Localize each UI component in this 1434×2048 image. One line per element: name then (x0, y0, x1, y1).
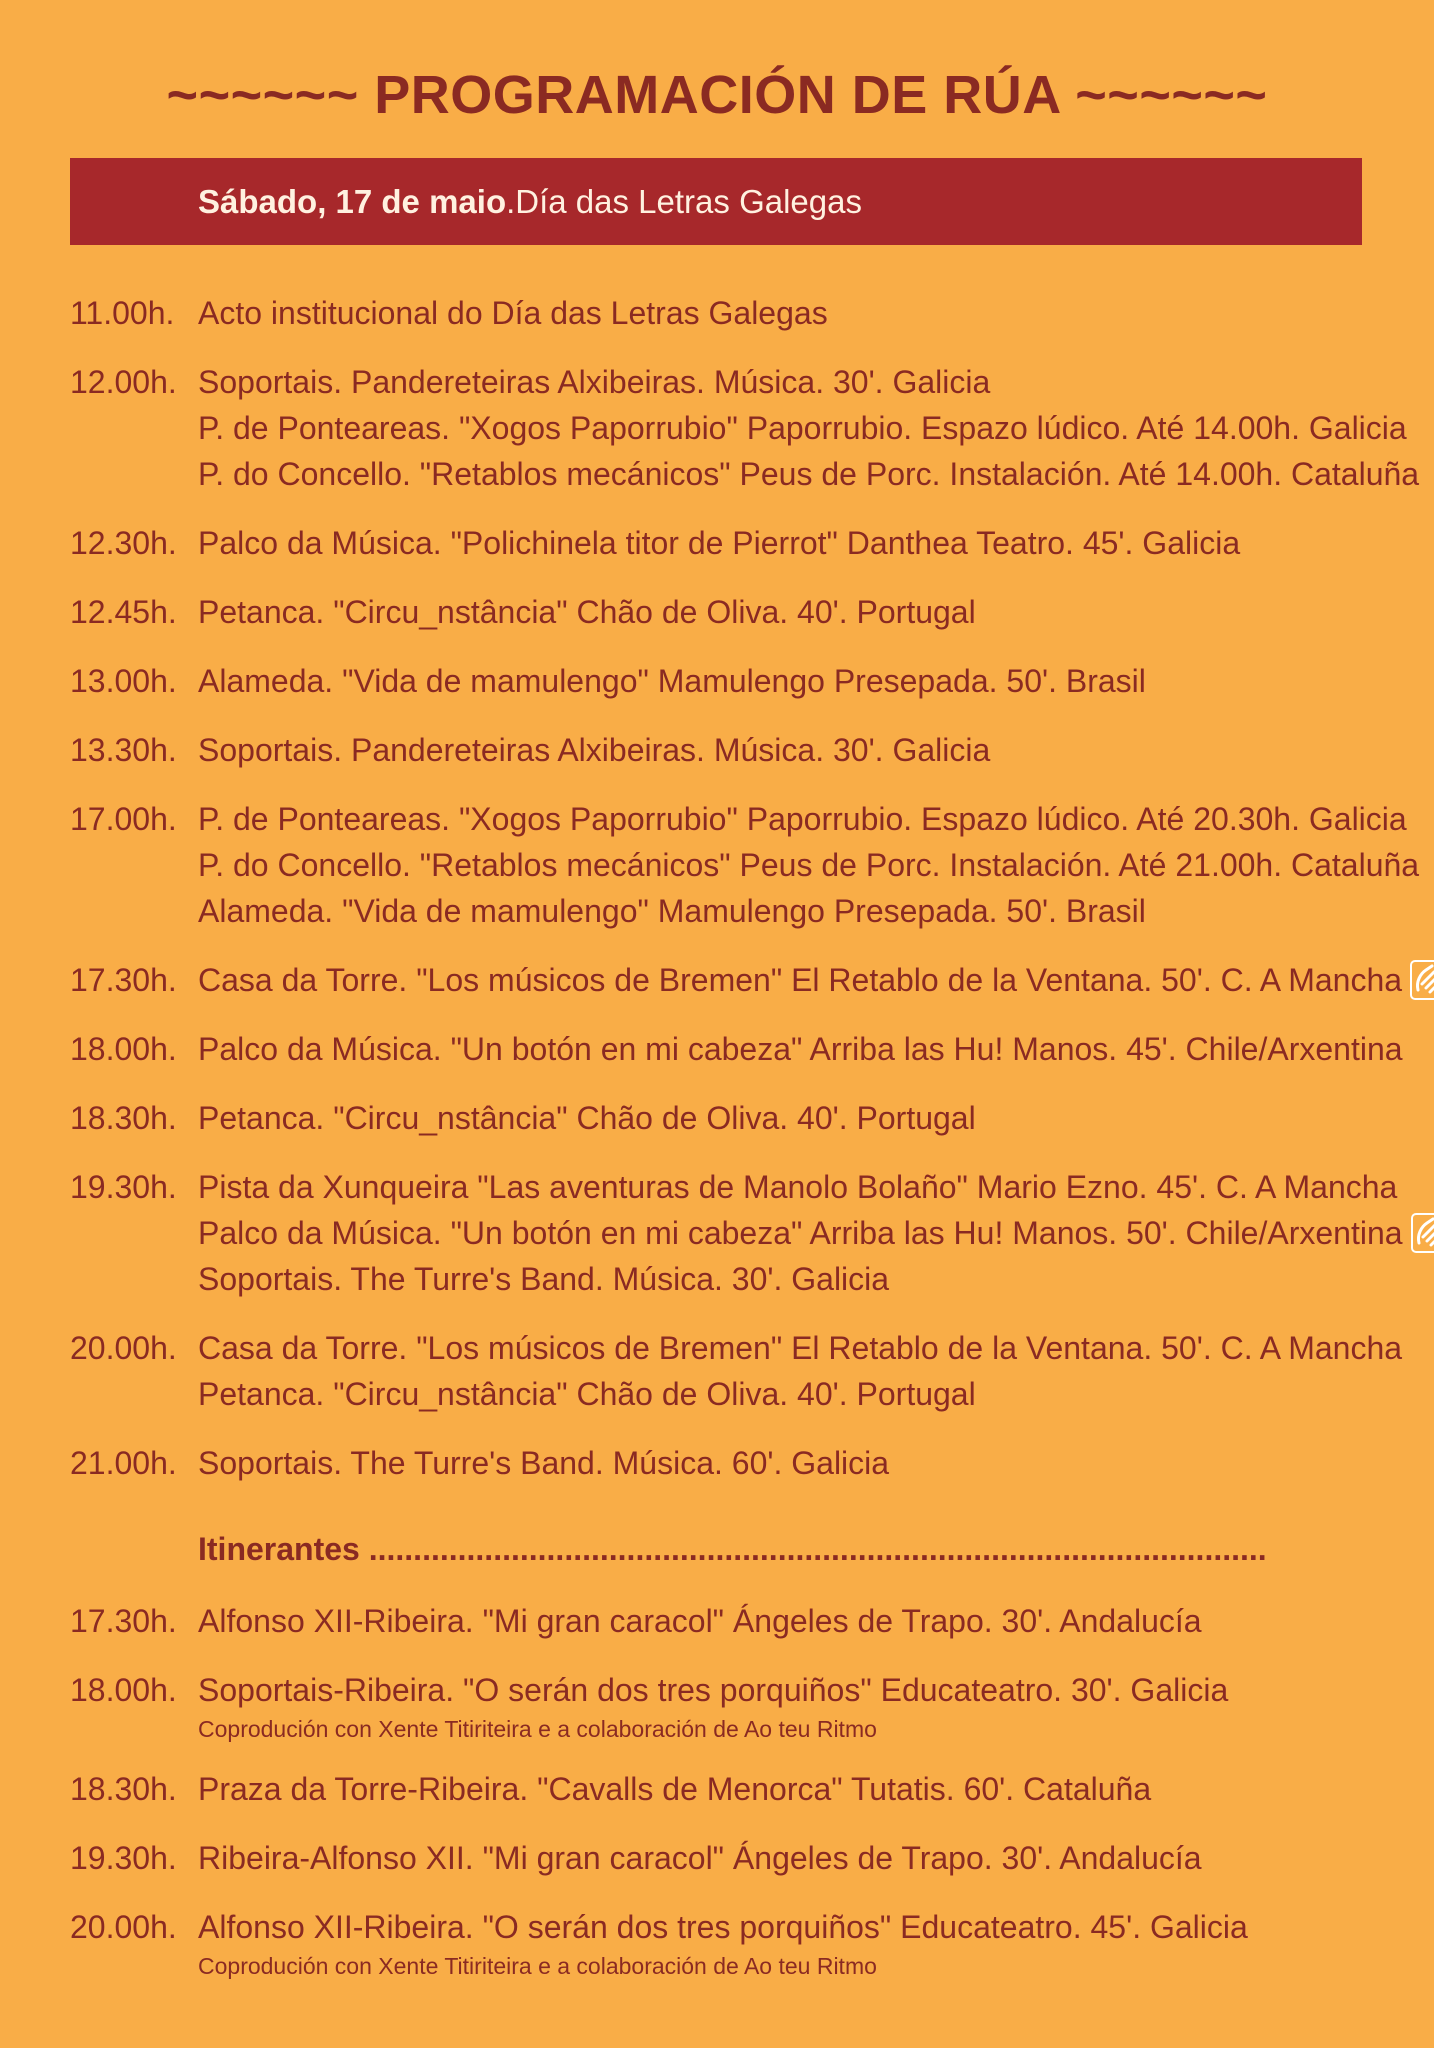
schedule-entry (70, 290, 1434, 336)
entry-time: 19.30h. (70, 1840, 177, 1876)
entry-time: 18.30h. (70, 1771, 177, 1807)
entry-lines (198, 796, 1434, 934)
entry-text: Palco da Música. "Un botón en mi cabeza" Arriba las Hu! Manos. 45'. Chile/Arxentina (198, 1031, 1403, 1067)
schedule-entry (70, 359, 1434, 497)
entry-line (198, 1371, 1434, 1417)
entry-text: Soportais-Ribeira. "O serán dos tres porquiños" Educateatro. 30'. Galicia (198, 1672, 1229, 1708)
entry-text: Alfonso XII-Ribeira. "Mi gran caracol" Ángeles de Trapo. 30'. Andalucía (198, 1603, 1202, 1639)
entry-line (198, 451, 1434, 497)
entry-lines (198, 1325, 1434, 1417)
schedule-entry (70, 957, 1434, 1003)
entry-time: 21.00h. (70, 1445, 177, 1481)
entry-note: Coprodución con Xente Titiriteira e a colaboración de Ao teu Ritmo (198, 1953, 877, 1979)
entry-lines (198, 1095, 1434, 1141)
entry-line (198, 1598, 1434, 1644)
entry-text: Alfonso XII-Ribeira. "O serán dos tres porquiños" Educateatro. 45'. Galicia (198, 1909, 1248, 1945)
schedule-entry (70, 796, 1434, 934)
entry-text: Soportais. Pandereteiras Alxibeiras. Música. 30'. Galicia (198, 364, 991, 400)
schedule-entry (70, 1095, 1434, 1141)
entry-text: Acto institucional do Día das Letras Galegas (198, 295, 828, 331)
entry-lines (198, 1766, 1434, 1812)
day-date: Sábado, 17 de maio (198, 182, 507, 220)
entry-text: Petanca. "Circu_nstância" Chão de Oliva. 40'. Portugal (198, 1100, 976, 1136)
entry-text: Soportais. Pandereteiras Alxibeiras. Música. 30'. Galicia (198, 732, 991, 768)
entry-line (198, 1835, 1434, 1881)
entry-line (198, 1904, 1434, 1950)
entry-text: Alameda. "Vida de mamulengo" Mamulengo Presepada. 50'. Brasil (198, 893, 1146, 929)
entry-time: 12.45h. (70, 594, 177, 630)
entry-text: P. do Concello. "Retablos mecánicos" Peus de Porc. Instalación. Até 14.00h. Cataluña (198, 456, 1420, 492)
entry-line (198, 796, 1434, 842)
entry-text: Alameda. "Vida de mamulengo" Mamulengo Presepada. 50'. Brasil (198, 663, 1146, 699)
entry-lines (198, 1598, 1434, 1644)
entry-text: Pista da Xunqueira "Las aventuras de Manolo Bolaño" Mario Ezno. 45'. C. A Mancha (198, 1169, 1398, 1205)
entry-time: 13.30h. (70, 732, 177, 768)
entry-lines (198, 658, 1434, 704)
entry-text: Praza da Torre-Ribeira. "Cavalls de Menorca" Tutatis. 60'. Cataluña (198, 1771, 1152, 1807)
entry-lines (198, 290, 1434, 336)
entry-line (198, 520, 1434, 566)
schedule-entry (70, 1766, 1434, 1812)
entry-text: Petanca. "Circu_nstância" Chão de Oliva. 40'. Portugal (198, 594, 976, 630)
schedule-entry (70, 727, 1434, 773)
entry-lines (198, 1164, 1434, 1302)
schedule-entry (70, 1835, 1434, 1881)
entry-line (198, 359, 1434, 405)
entry-line (198, 842, 1434, 888)
itinerantes-header: Itinerantes ..................................................................................................... (198, 1531, 1267, 1567)
sign-language-icon (1410, 960, 1434, 1000)
itinerantes-list (70, 1598, 1434, 1980)
entry-text: Petanca. "Circu_nstância" Chão de Oliva. 40'. Portugal (198, 1376, 976, 1412)
entry-line (198, 1766, 1434, 1812)
entry-time: 18.00h. (70, 1672, 177, 1708)
entry-line (198, 957, 1434, 1003)
entry-lines (198, 727, 1434, 773)
schedule-entry (70, 589, 1434, 635)
entry-text: Soportais. The Turre's Band. Música. 30'. Galicia (198, 1261, 890, 1297)
entry-text: Casa da Torre. "Los músicos de Bremen" El Retablo de la Ventana. 50'. C. A Mancha (198, 1330, 1403, 1366)
entry-text: Casa da Torre. "Los músicos de Bremen" El Retablo de la Ventana. 50'. C. A Mancha (198, 962, 1403, 998)
entry-text: Palco da Música. "Polichinela titor de Pierrot" Danthea Teatro. 45'. Galicia (198, 525, 1241, 561)
entry-time: 11.00h. (70, 295, 175, 331)
schedule-entry (70, 658, 1434, 704)
schedule-entry (70, 1026, 1434, 1072)
entry-lines (198, 957, 1434, 1003)
entry-text: P. de Ponteareas. "Xogos Paporrubio" Paporrubio. Espazo lúdico. Até 20.30h. Galicia (198, 801, 1407, 837)
entry-time: 20.00h. (70, 1909, 177, 1945)
entry-time: 13.00h. (70, 663, 177, 699)
schedule-entry (70, 1325, 1434, 1417)
schedule-entry (70, 1440, 1434, 1486)
entry-time: 12.30h. (70, 525, 177, 561)
entry-lines (198, 1440, 1434, 1486)
schedule-entry (70, 1904, 1434, 1980)
schedule-entry (70, 1667, 1434, 1743)
schedule-entry (70, 520, 1434, 566)
entry-line (198, 290, 1434, 336)
entry-time: 18.30h. (70, 1100, 177, 1136)
entry-line (198, 888, 1434, 934)
entry-line (198, 589, 1434, 635)
entry-lines (198, 1835, 1434, 1881)
day-banner (70, 158, 1362, 245)
entry-line (198, 1667, 1434, 1713)
entry-lines (198, 520, 1434, 566)
entry-text: P. de Ponteareas. "Xogos Paporrubio" Paporrubio. Espazo lúdico. Até 14.00h. Galicia (198, 410, 1407, 446)
entry-lines (198, 1904, 1434, 1980)
entry-time: 18.00h. (70, 1031, 177, 1067)
entry-time: 17.00h. (70, 801, 177, 837)
entry-time: 19.30h. (70, 1169, 177, 1205)
entry-text: Palco da Música. "Un botón en mi cabeza" Arriba las Hu! Manos. 50'. Chile/Arxentina (198, 1215, 1403, 1251)
entry-line (198, 1210, 1434, 1256)
sign-language-icon (1411, 1213, 1434, 1253)
entry-line (198, 405, 1434, 451)
entry-line (198, 1440, 1434, 1486)
entry-line (198, 1026, 1434, 1072)
entry-line (198, 1256, 1434, 1302)
schedule-entry (70, 1164, 1434, 1302)
entry-time: 17.30h. (70, 962, 177, 998)
entry-lines (198, 359, 1434, 497)
entry-lines (198, 1026, 1434, 1072)
entry-time: 12.00h. (70, 364, 177, 400)
entry-text: Ribeira-Alfonso XII. "Mi gran caracol" Ángeles de Trapo. 30'. Andalucía (198, 1840, 1202, 1876)
entry-line (198, 1095, 1434, 1141)
entry-line (198, 1164, 1434, 1210)
entry-line (198, 727, 1434, 773)
entry-time: 20.00h. (70, 1330, 177, 1366)
entry-text: P. do Concello. "Retablos mecánicos" Peus de Porc. Instalación. Até 21.00h. Cataluña (198, 847, 1420, 883)
schedule-entry (70, 1598, 1434, 1644)
entry-note: Coprodución con Xente Titiriteira e a colaboración de Ao teu Ritmo (198, 1716, 877, 1742)
entry-line (198, 658, 1434, 704)
entry-text: Soportais. The Turre's Band. Música. 60'. Galicia (198, 1445, 890, 1481)
page-title: ~~~~~~ PROGRAMACIÓN DE RÚA ~~~~~~ (166, 65, 1268, 126)
entry-lines (198, 1667, 1434, 1743)
day-separator: . (506, 182, 516, 220)
schedule-list (70, 290, 1434, 1486)
schedule (70, 290, 1434, 2003)
entry-lines (198, 589, 1434, 635)
day-event: Día das Letras Galegas (515, 182, 862, 220)
entry-time: 17.30h. (70, 1603, 177, 1639)
entry-line (198, 1325, 1434, 1371)
